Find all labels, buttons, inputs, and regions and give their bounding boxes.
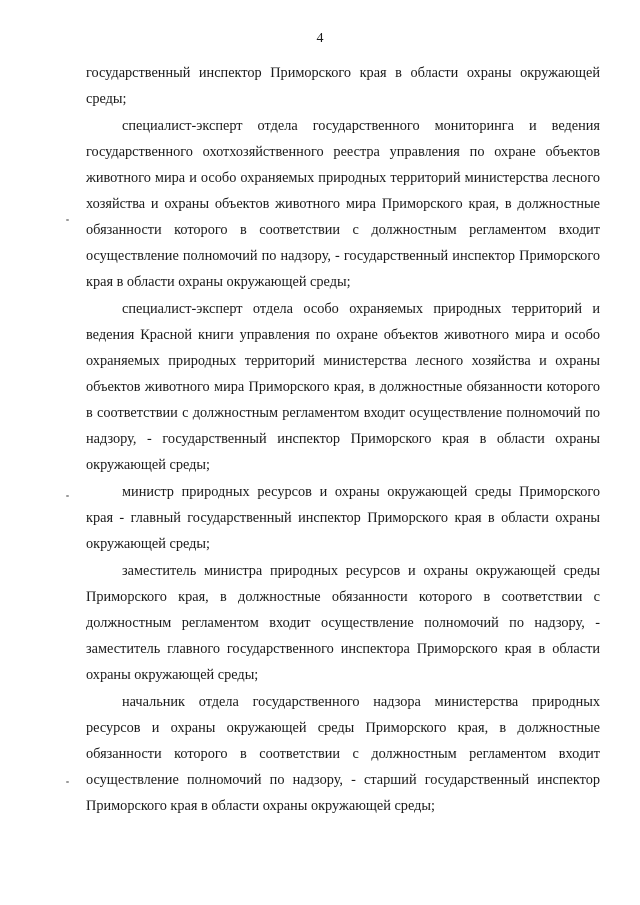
paragraph: министр природных ресурсов и охраны окружающей среды Приморского края - главный государственный инспектор Приморского края в области охраны окружающей среды; bbox=[86, 484, 600, 552]
paragraph: начальник отдела государственного надзора министерства природных ресурсов и охраны окружающей среды Приморского края, в должностные обязанности которого в соответствии с должностным регламентом входит осуществление полномочий по надзору, - старший государственный инспектор Приморского края в области охраны окружающей среды; bbox=[86, 694, 600, 814]
scan-speck bbox=[66, 781, 69, 783]
document-body bbox=[86, 60, 600, 820]
paragraph: специалист-эксперт отдела особо охраняемых природных территорий и ведения Красной книги управления по охране объектов животного мира и особо охраняемых природных территорий министерства лесного хозяйства и охраны объектов животного мира Приморского края, в должностные обязанности которого в соответствии с должностным регламентом входит осуществление полномочий по надзору, - государственный инспектор Приморского края в области охраны окружающей среды; bbox=[86, 301, 600, 473]
page-number: 4 bbox=[316, 31, 324, 46]
scan-speck bbox=[66, 219, 69, 221]
scan-speck bbox=[66, 495, 69, 497]
paragraph: заместитель министра природных ресурсов и охраны окружающей среды Приморского края, в должностные обязанности которого в соответствии с должностным регламентом входит осуществление полномочий по надзору, - заместитель главного государственного инспектора Приморского края в области охраны окружающей среды; bbox=[86, 563, 600, 683]
paragraph: государственный инспектор Приморского края в области охраны окружающей среды; bbox=[86, 65, 600, 107]
paragraph: специалист-эксперт отдела государственного мониторинга и ведения государственного охотхозяйственного реестра управления по охране объектов животного мира и особо охраняемых природных территорий министерства лесного хозяйства и охраны объектов животного мира Приморского края, в должностные обязанности которого в соответствии с должностным регламентом входит осуществление полномочий по надзору, - государственный инспектор Приморского края в области охраны окружающей среды; bbox=[86, 118, 600, 290]
